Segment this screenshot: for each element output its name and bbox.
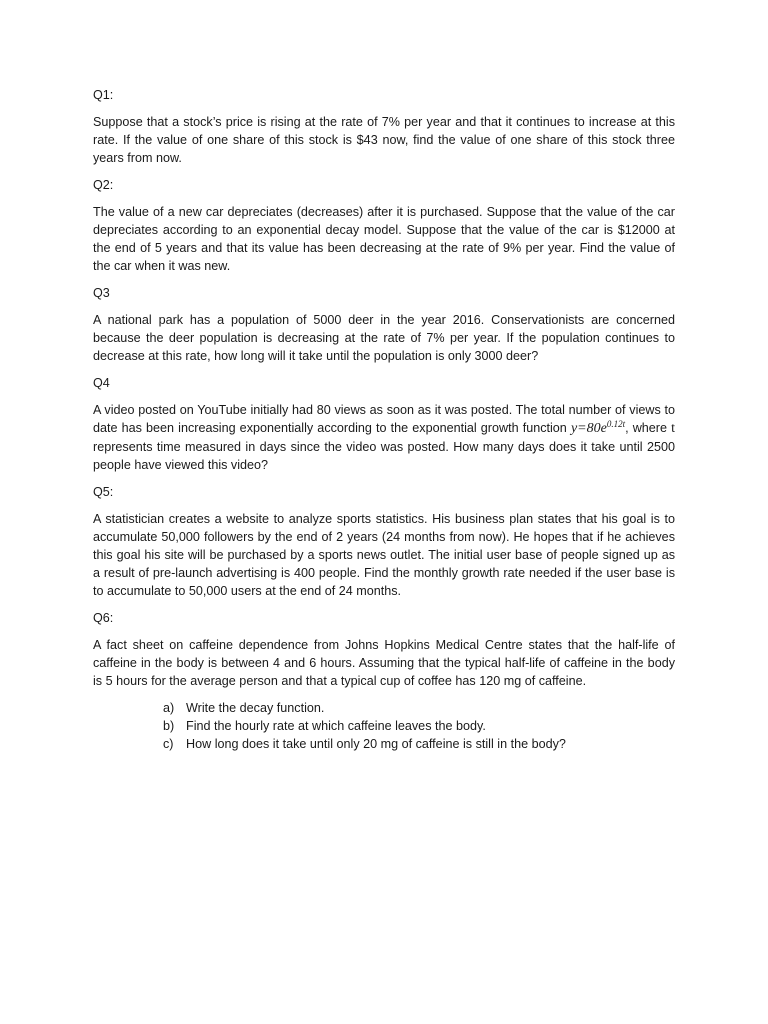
question-4-label: Q4 [93,376,110,390]
list-item-text: Find the hourly rate at which caffeine leaves the body. [186,719,486,733]
list-item [163,735,675,753]
growth-formula-base: y=80e [570,421,607,436]
time-variable: t [671,421,676,436]
question-2-label: Q2: [93,178,114,192]
question-4-text-after: represents time measured in days since the video was posted. How many days does it take until 2500 people have viewed this video? [93,440,675,472]
question-5-label: Q5: [93,485,114,499]
growth-formula [571,421,625,436]
list-marker: a) [163,701,175,715]
question-5-text: A statistician creates a website to analyze sports statistics. His business plan states that his goal is to accumulate 50,000 followers by the end of 2 years (24 months from now). He hopes that if he achieves this goal his site will be purchased by a sports news outlet. The initial user base of people signed up as a result of pre-launch advertising is 400 people. Find the monthly growth rate needed if the user base is to accumulate to 50,000 users at the end of 24 months. [93,512,675,598]
list-item-text: How long does it take until only 20 mg of caffeine is still in the body? [186,737,566,751]
question-3-label: Q3 [93,286,110,300]
question-6-parts [93,699,675,753]
question-1-text: Suppose that a stock’s price is rising at the rate of 7% per year and that it continues to increase at this rate. If the value of one share of this stock is $43 now, find the value of one share of this stock three years from now. [93,115,675,165]
growth-formula-exponent: 0.12t [606,419,626,430]
list-item [163,717,675,735]
question-4-text-mid: , where [625,421,668,435]
list-marker: b) [163,719,175,733]
question-3-text: A national park has a population of 5000 deer in the year 2016. Conservationists are concerned because the deer population is decreasing at the rate of 7% per year. If the population continues to decrease at this rate, how long will it take until the population is only 3000 deer? [93,313,675,363]
question-4-text [93,401,675,474]
question-4-text-before: A video posted on YouTube initially had 80 views as soon as it was posted. The total number of views to date has been increasing exponentially according to the exponential growth function [93,403,675,435]
list-marker: c) [163,737,174,751]
question-6-label: Q6: [93,611,114,625]
list-item [163,699,675,717]
list-item-text: Write the decay function. [186,701,325,715]
question-6-text: A fact sheet on caffeine dependence from Johns Hopkins Medical Centre states that the half-life of caffeine in the body is between 4 and 6 hours. Assuming that the typical half-life of caffeine in the body is 5 hours for the average person and that a typical cup of coffee has 120 mg of caffeine. [93,638,675,688]
question-1-label: Q1: [93,88,114,102]
question-2-text: The value of a new car depreciates (decreases) after it is purchased. Suppose that the value of the car depreciates according to an exponential decay model. Suppose that the value of the car is $12000 at the end of 5 years and that its value has been decreasing at the rate of 9% per year. Find the value of the car when it was new. [93,205,675,273]
